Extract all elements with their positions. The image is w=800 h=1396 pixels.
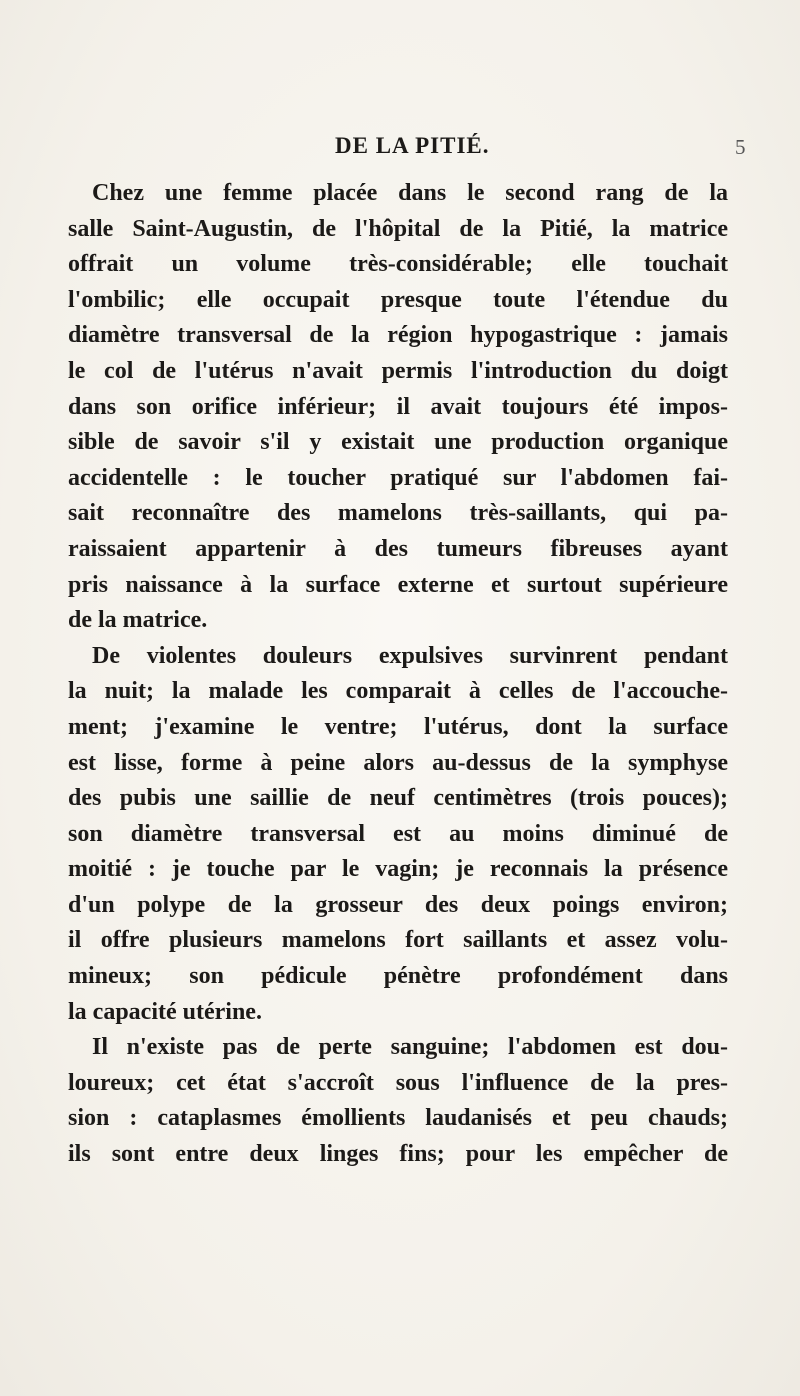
text-line: loureux; cet état s'accroît sous l'influence de la pres-	[68, 1069, 728, 1096]
text-line: son diamètre transversal est au moins diminué de	[68, 820, 728, 847]
text-line: pris naissance à la surface externe et surtout supérieure	[68, 571, 728, 598]
text-line: est lisse, forme à peine alors au-dessus de la symphyse	[68, 749, 728, 776]
text-line: ils sont entre deux linges fins; pour les empêcher de	[68, 1141, 728, 1168]
text-line: raissaient appartenir à des tumeurs fibreuses ayant	[68, 535, 728, 562]
running-head	[0, 133, 800, 165]
text-line: des pubis une saillie de neuf centimètres (trois pouces);	[68, 785, 728, 812]
text-line: Il n'existe pas de perte sanguine; l'abdomen est dou-	[92, 1034, 728, 1061]
body-text	[68, 176, 728, 1173]
text-line: salle Saint-Augustin, de l'hôpital de la Pitié, la matrice	[68, 215, 728, 242]
text-line: de la matrice.	[68, 607, 208, 634]
text-line: dans son orifice inférieur; il avait toujours été impos-	[68, 393, 728, 420]
text-line: accidentelle : le toucher pratiqué sur l'abdomen fai-	[68, 464, 728, 491]
text-line: sible de savoir s'il y existait une production organique	[68, 429, 728, 456]
text-line: De violentes douleurs expulsives survinrent pendant	[92, 642, 728, 669]
running-title: DE LA PITIÉ.	[335, 133, 490, 158]
text-line: Chez une femme placée dans le second rang de la	[92, 180, 728, 206]
text-line: il offre plusieurs mamelons fort saillants et assez volu-	[68, 927, 728, 954]
text-line: le col de l'utérus n'avait permis l'introduction du doigt	[68, 357, 728, 384]
text-line: moitié : je touche par le vagin; je reconnais la présence	[68, 856, 728, 883]
text-line: la nuit; la malade les comparait à celles de l'accouche-	[68, 678, 728, 705]
text-line: mineux; son pédicule pénètre profondément dans	[68, 963, 728, 990]
text-line: ment; j'examine le ventre; l'utérus, dont la surface	[68, 713, 728, 740]
text-line: la capacité utérine.	[68, 998, 262, 1025]
text-line: l'ombilic; elle occupait presque toute l'étendue du	[68, 286, 728, 313]
text-line: offrait un volume très-considérable; elle touchait	[68, 251, 728, 278]
text-line: sait reconnaître des mamelons très-saillants, qui pa-	[68, 500, 728, 527]
text-line: sion : cataplasmes émollients laudanisés et peu chauds;	[68, 1105, 728, 1132]
page-number: 5	[735, 135, 746, 159]
text-line: diamètre transversal de la région hypogastrique : jamais	[68, 322, 728, 349]
text-line: d'un polype de la grosseur des deux poings environ;	[68, 891, 728, 918]
